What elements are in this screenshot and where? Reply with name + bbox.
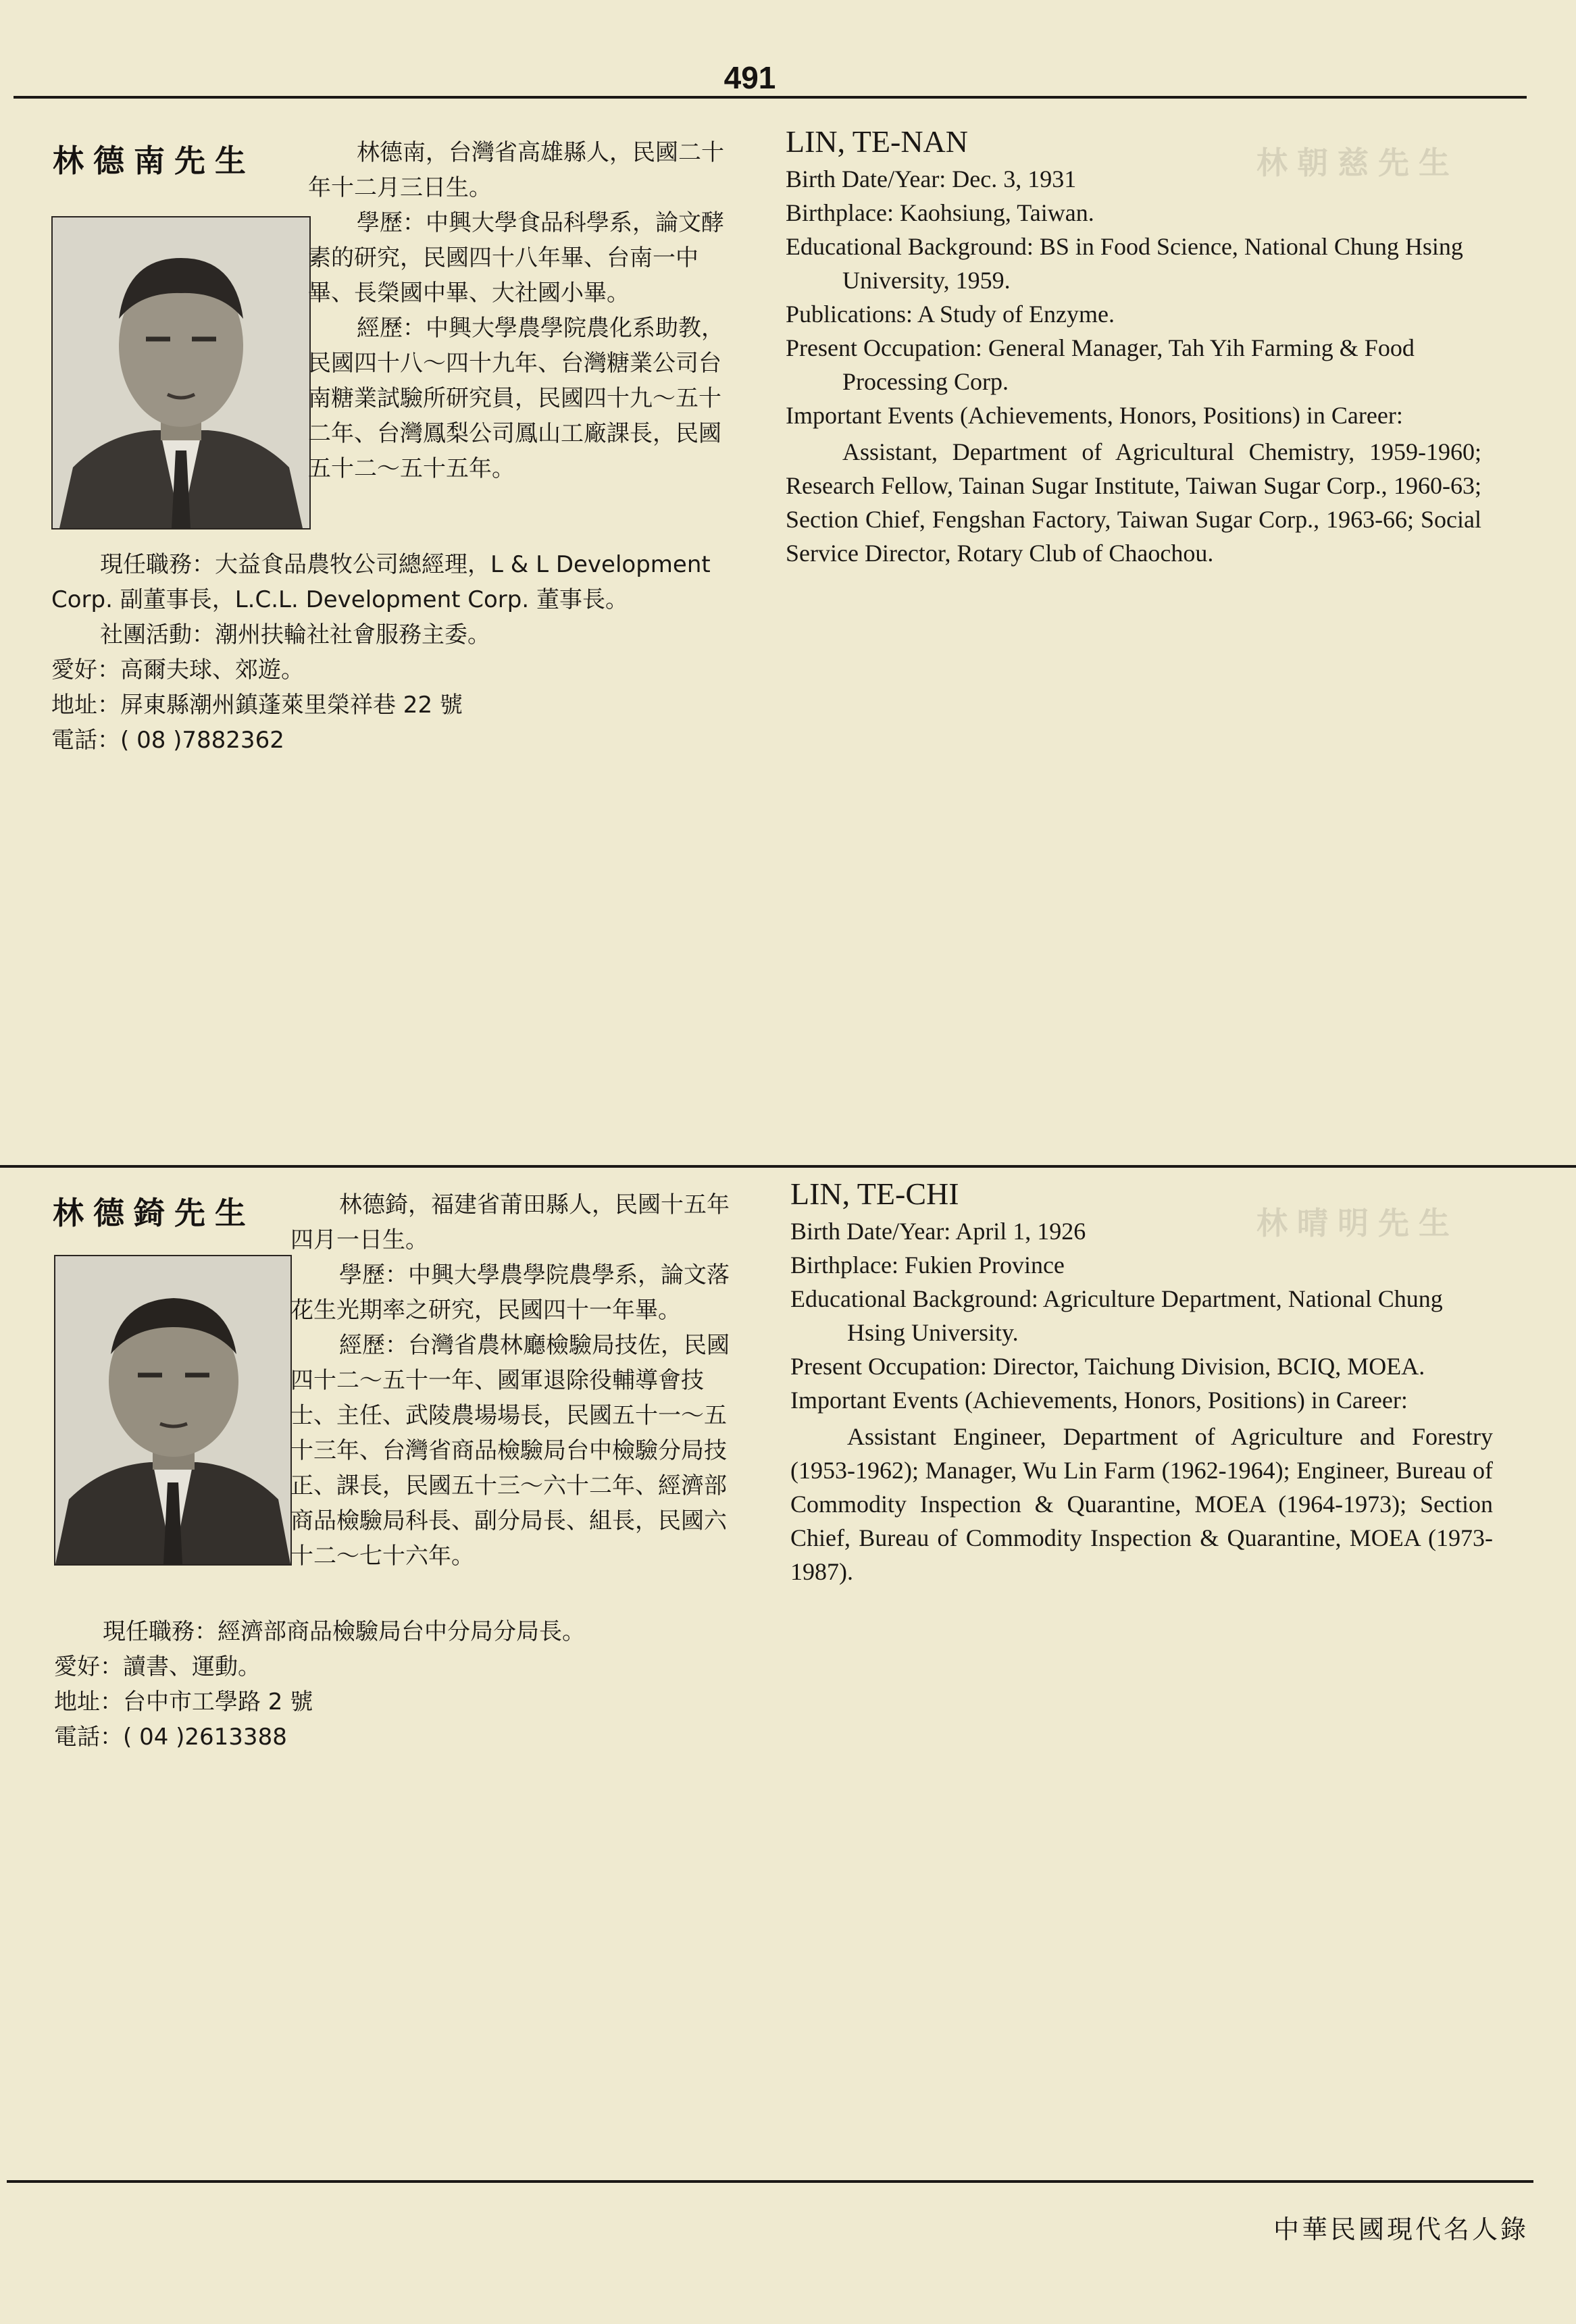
chinese-hobbies: 愛好：讀書、運動。 (54, 1653, 261, 1680)
chinese-bio-right-column (290, 1187, 730, 1574)
section-divider (0, 1165, 1576, 1168)
portrait-figure (55, 1256, 290, 1564)
english-events-label: Important Events (Achievements, Honors, Positions) in Career: (786, 402, 1403, 429)
chinese-intro: 林德錡，福建省莆田縣人，民國十五年四月一日生。 (290, 1191, 730, 1254)
portrait-photo (54, 1255, 292, 1566)
english-birthplace: Birthplace: Fukien Province (790, 1251, 1065, 1279)
bottom-rule (7, 2180, 1533, 2183)
english-name-heading: LIN, TE-CHI (790, 1177, 959, 1211)
english-events: Assistant Engineer, Department of Agriculture and Forestry (1953-1962); Manager, Wu Lin Farm (1962-1964); Engineer, Bureau of Commodity Inspection & Quarantine, MOEA (1964-1973); Section Chief, Bureau of Commodity Inspection & Quarantine, MOEA (1973-1987). (790, 1423, 1493, 1585)
chinese-phone: 電話：( 04 )2613388 (54, 1724, 287, 1751)
chinese-intro: 林德南，台灣省高雄縣人，民國二十年十二月三日生。 (308, 139, 724, 201)
chinese-career: 經歷：台灣省農林廳檢驗局技佐，民國四十二～五十一年、國軍退除役輔導會技士、主任、武陵農場場長，民國五十一～五十三年、台灣省商品檢驗局台中檢驗分局技正、課長，民國五十三～六十二年、經濟部商品檢驗局科長、副分局長、組長，民國六十二～七十六年。 (290, 1332, 730, 1570)
english-name-heading: LIN, TE-NAN (786, 124, 968, 159)
english-publications: Publications: A Study of Enzyme. (786, 301, 1115, 328)
portrait-figure (53, 217, 309, 528)
chinese-current-position: 現任職務：大益食品農牧公司總經理，L & L Development Corp. 副董事長，L.C.L. Development Corp. 董事長。 (51, 551, 711, 613)
english-events: Assistant, Department of Agricultural Chemistry, 1959-1960; Research Fellow, Tainan Sugar Institute, Taiwan Sugar Corp., 1960-63; Section Chief, Fengshan Factory, Taiwan Sugar Corp., 1963-66; Social Service Director, Rotary Club of Chaochou. (786, 438, 1481, 567)
english-birth-date: Birth Date/Year: April 1, 1926 (790, 1218, 1086, 1245)
portrait-photo (51, 216, 311, 530)
chinese-address: 地址：屏東縣潮州鎮蓬萊里榮祥巷 22 號 (51, 692, 463, 719)
bleed-through-heading: 林晴明先生 (1256, 1205, 1459, 1241)
english-events-label: Important Events (Achievements, Honors, Positions) in Career: (790, 1387, 1408, 1414)
top-rule (14, 96, 1527, 99)
chinese-education: 學歷：中興大學農學院農學系，論文落花生光期率之研究，民國四十一年畢。 (290, 1262, 730, 1324)
chinese-current-position: 現任職務：經濟部商品檢驗局台中分局分局長。 (103, 1618, 585, 1645)
chinese-hobbies: 愛好：高爾夫球、郊遊。 (51, 656, 304, 683)
chinese-phone: 電話：( 08 )7882362 (51, 727, 284, 754)
chinese-career: 經歷：中興大學農學院農化系助教，民國四十八～四十九年、台灣糖業公司台南糖業試驗所研究員，民國四十九～五十二年、台灣鳳梨公司鳳山工廠課長，民國五十二～五十五年。 (308, 315, 724, 482)
english-education: Educational Background: BS in Food Science, National Chung Hsing University, 1959. (786, 233, 1463, 294)
chinese-education: 學歷：中興大學食品科學系，論文酵素的研究，民國四十八年畢、台南一中畢、長榮國中畢、大社國小畢。 (308, 209, 724, 307)
biography-entry-lin-te-chi (0, 1175, 1576, 2161)
chinese-bio-lower (51, 547, 727, 758)
english-bio (786, 123, 1481, 570)
chinese-bio-right-column (308, 135, 727, 486)
chinese-name-heading: 林德錡先生 (53, 1195, 255, 1231)
page-number: 491 (723, 60, 776, 95)
english-education: Educational Background: Agriculture Department, National Chung Hsing University. (790, 1285, 1443, 1346)
english-occupation: Present Occupation: Director, Taichung Division, BCIQ, MOEA. (790, 1353, 1425, 1380)
chinese-social-activities: 社團活動：潮州扶輪社社會服務主委。 (100, 621, 490, 648)
book-title-footer: 中華民國現代名人錄 (1273, 2215, 1529, 2244)
biography-entry-lin-te-nan (0, 101, 1576, 1155)
chinese-address: 地址：台中市工學路 2 號 (54, 1688, 313, 1715)
english-birthplace: Birthplace: Kaohsiung, Taiwan. (786, 199, 1094, 226)
english-occupation: Present Occupation: General Manager, Tah Yih Farming & Food Processing Corp. (786, 334, 1415, 395)
chinese-name-heading: 林德南先生 (53, 143, 255, 179)
english-birth-date: Birth Date/Year: Dec. 3, 1931 (786, 165, 1077, 192)
english-bio (790, 1175, 1493, 1589)
bleed-through-heading: 林朝慈先生 (1256, 145, 1459, 181)
chinese-bio-lower (54, 1614, 730, 1755)
